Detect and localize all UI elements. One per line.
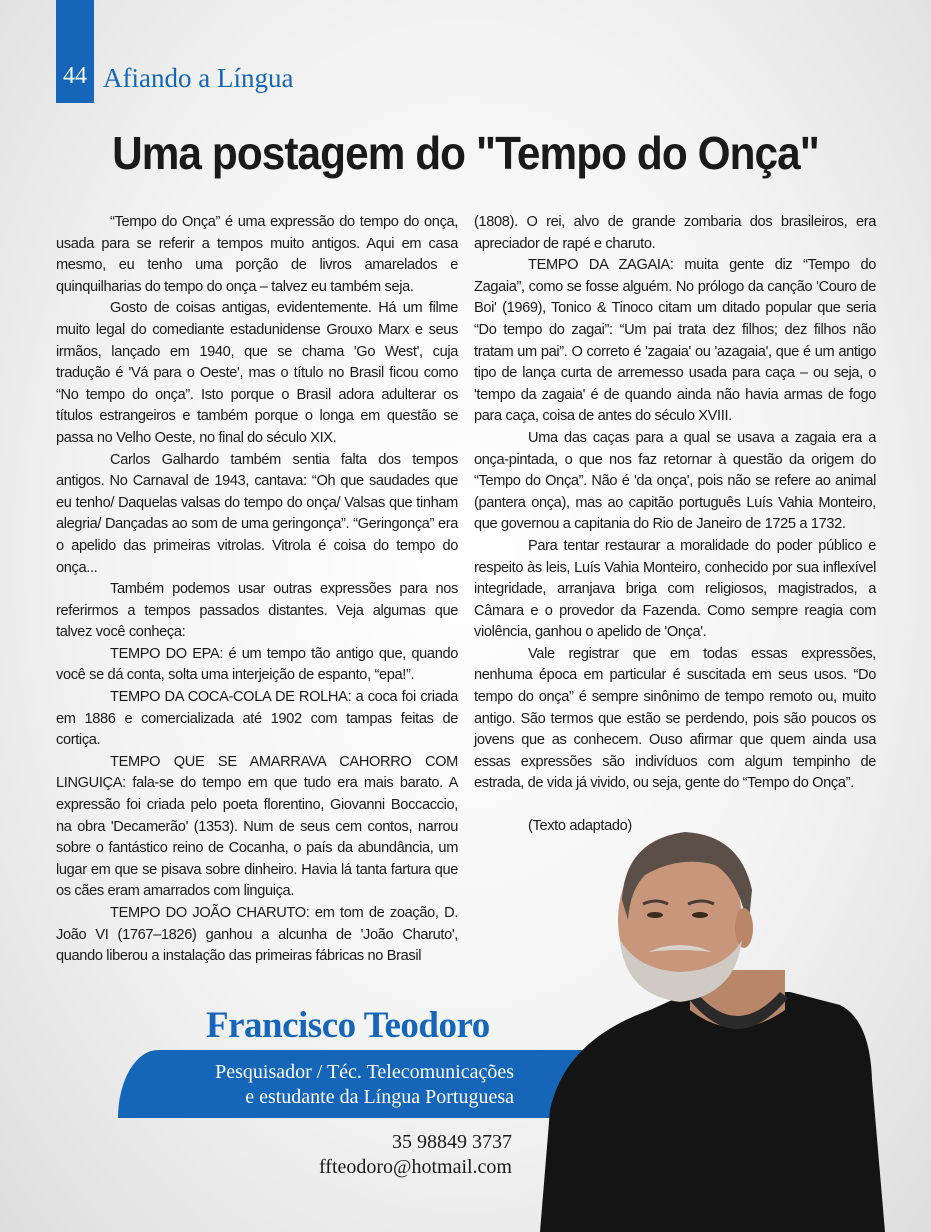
author-role-line: Pesquisador / Téc. Telecomunicações	[215, 1061, 514, 1083]
author-role-line: e estudante da Língua Portuguesa	[245, 1086, 514, 1108]
shirt-shape	[540, 992, 885, 1232]
author-photo	[540, 820, 931, 1232]
paragraph: Carlos Galhardo também sentia falta dos tempos antigos. No Carnaval de 1943, cantava: “Oh que saudades que eu tenho/ Daquelas valsas do tempo do onça/ Valsas que tinham alegria/ Dançadas ao som de uma geringonça”. “Geringonça” era o apelido das primeiras vitrolas. Vitrola é coisa do tempo do onça...	[56, 451, 458, 576]
paragraph: Também podemos usar outras expressões para nos referirmos a tempos passados distantes. Veja algumas que talvez você conheça:	[56, 581, 458, 641]
author-role	[150, 1060, 514, 1110]
paragraph: TEMPO DA COCA-COLA DE ROLHA: a coca foi criada em 1886 e comercializada até 1902 com tampas feitas de cortiça.	[56, 689, 458, 749]
paragraph: Vale registrar que em todas essas expressões, nenhuma época em particular é suscitada em seus usos. “Do tempo do onça” é sempre sinônimo de tempo remoto ou, muito antigo. São termos que estão se perdendo, pois são poucos os jovens que as conhecem. Ouso afirmar que quem ainda usa essas expressões são indivíduos com algum tempinho de estrada, de vida já vivido, ou seja, gente do “Tempo do Onça”.	[474, 645, 876, 792]
author-email: ffteodoro@hotmail.com	[318, 1156, 512, 1178]
paragraph: TEMPO DA ZAGAIA: muita gente diz “Tempo do Zagaia”, como se fosse alguém. No prólogo da canção 'Couro de Boi' (1969), Tonico & Tinoco citam um ditado popular que seria “Do tempo do zagai”: “Um pai trata dez filhos; dez filhos não tratam um pai”. O correto é 'zagaia' ou 'azagaia', que é um antigo tipo de lança curta de arremesso usada para caça – ou seja, o 'tempo da zagaia' é de quando ainda não havia armas de fogo para caça, coisa de antes do século XVIII.	[474, 257, 876, 425]
ear-shape	[735, 908, 753, 948]
eye-shape	[692, 912, 708, 918]
article-column-left	[56, 212, 458, 968]
author-contact	[250, 1130, 512, 1180]
section-name: Afiando a Língua	[103, 63, 294, 93]
page-number: 44	[63, 63, 87, 89]
author-name: Francisco Teodoro	[206, 1005, 490, 1046]
paragraph: Uma das caças para a qual se usava a zagaia era a onça-pintada, o que nos faz retornar à questão da origem do “Tempo do Onça”. Não é 'da onça', pois não se refere ao animal (pantera onça), mas ao capitão português Luís Vahia Monteiro, que governou a capitania do Rio de Janeiro de 1725 a 1732.	[474, 429, 876, 533]
paragraph: TEMPO QUE SE AMARRAVA CAHORRO COM LINGUIÇA: fala-se do tempo em que tudo era mais barato. A expressão foi criada pelo poeta florentino, Giovanni Boccaccio, na obra 'Decamerão' (1353). Num de seus cem contos, narrou sobre o fantástico reino de Cocanha, o país da abundância, um lugar em que se pisava sobre dinheiro. Havia lá tanta fartura que os cães eram amarrados com linguiça.	[56, 753, 458, 900]
paragraph: (1808). O rei, alvo de grande zombaria dos brasileiros, era apreciador de rapé e charuto.	[474, 214, 876, 252]
eye-shape	[647, 912, 663, 918]
paragraph: Gosto de coisas antigas, evidentemente. Há um filme muito legal do comediante estadunidense Grouxo Marx e seus irmãos, lançado em 1940, que se chama 'Go West', cuja tradução é 'Vá para o Oeste', mas o título no Brasil ficou como “No tempo do onça”. Isto porque o Brasil adora adulterar os títulos estrangeiros e também porque o longa em questão se passa no Velho Oeste, no final do século XIX.	[56, 300, 458, 446]
paragraph: Para tentar restaurar a moralidade do poder público e respeito às leis, Luís Vahia Monteiro, conhecido por sua inflexível integridade, arranjava briga com religiosos, magistrados, a Câmara e o provedor da Fazenda. Como sempre reagia com violência, ganhou o apelido de 'Onça'.	[474, 537, 876, 641]
paragraph: “Tempo do Onça” é uma expressão do tempo do onça, usada para se referir a tempos muito antigos. Aqui em casa mesmo, eu tenho uma porção de livros amarelados e quinquilharias do tempo do onça – talvez eu também seja.	[56, 214, 458, 295]
author-phone: 35 98849 3737	[392, 1131, 512, 1153]
paragraph: TEMPO DO EPA: é um tempo tão antigo que, quando você se dá conta, solta uma interjeição de espanto, “epa!”.	[56, 645, 458, 684]
paragraph: TEMPO DO JOÃO CHARUTO: em tom de zoação, D. João VI (1767–1826) ganhou a alcunha de 'João Charuto', quando liberou a instalação das primeiras fábricas no Brasil	[56, 905, 458, 965]
article-title: Uma postagem do "Tempo do Onça"	[112, 127, 819, 179]
source-note: (Texto adaptado)	[528, 818, 632, 835]
article-column-right	[474, 212, 876, 838]
